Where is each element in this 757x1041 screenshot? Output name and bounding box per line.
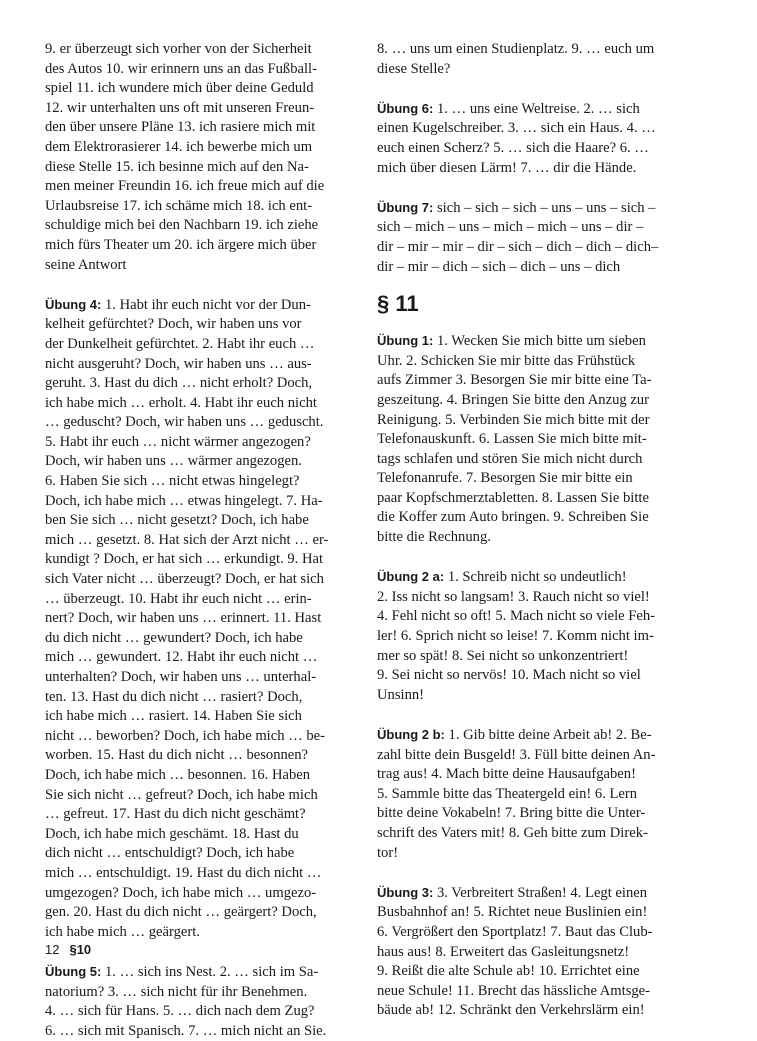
exercise-5 [45,962,359,1041]
exercise-4-label: Übung 4: [45,296,102,312]
section-11-exercise-2b [377,725,694,863]
exercise-4-text: 1. Habt ihr euch nicht vor der Dun- kelheit gefürchtet? Doch, wir haben uns vor der Dunkelheit gefürchtet. 2. Habt ihr euch … nicht ausgeruht? Doch, wir haben uns … aus- geruht. 3. Hast du dich … nicht erholt? Doch, ich habe mich … erholt. 4. Habt ihr euch nicht … geduscht? Doch, wir haben uns … geduscht. 5. Habt ihr euch … nicht wärmer angezogen? Doch, wir haben uns … wärmer angezogen. 6. Haben Sie sich … nicht etwas hingelegt? Doch, ich habe mich … etwas hingelegt. 7. Ha- ben Sie sich … nicht gesetzt? Doch, ich habe mich … gesetzt. 8. Hat sich der Arzt nicht … er- kundigt ? Doch, er hat sich … erkundigt. 9. Hat sich Vater nicht … überzeugt? Doch, er hat sich … überzeugt. 10. Habt ihr euch nicht … erin- nert? Doch, wir haben uns … erinnert. 11. Hast du dich nicht … gewundert? Doch, ich habe mich … gewundert. 12. Habt ihr euch nicht … unterhalten? Doch, wir haben uns … unterhal- ten. 13. Hast du dich nicht … rasiert? Doch, ich habe mich … rasiert. 14. Haben Sie sich nicht … beworben? Doch, ich habe mich … be- worben. 15. Hast du dich nicht … besonnen? Doch, ich habe mich … besonnen. 16. Haben Sie sich nicht … gefreut? Doch, ich habe mich … gefreut. 17. Hast du dich nicht geschämt? Doch, ich habe mich geschämt. 18. Hast du dich nicht … entschuldigt? Doch, ich habe mich … entschuldigt. 19. Hast du dich nicht … umgezogen? Doch, ich habe mich … umgezo- gen. 20. Hast du dich nicht … geärgert? Doch, ich habe mich … geärgert. [45,296,329,940]
section-11-exercise-1-label: Übung 1: [377,333,434,349]
page-footer [45,942,91,957]
section-11-exercise-2a [377,567,694,705]
exercise-6 [377,99,694,178]
section-11-exercise-1 [377,331,694,548]
section-title: § 11 [377,291,419,317]
exercise-4 [45,295,359,943]
exercise-6-label: Übung 6: [377,100,434,116]
exercise-5-continued: 8. … uns um einen Studienplatz. 9. … euch um diese Stelle? [377,41,655,77]
exercise-7-text: sich – sich – sich – uns – uns – sich – sich – mich – uns – mich – mich – uns – dir – dir – mir – mir – dir – sich – dich – dich – dich– dir – mir – dich – sich – dich – uns – dich [377,199,659,275]
exercise-5-text: 1. … sich ins Nest. 2. … sich im Sa- natorium? 3. … sich nicht für ihr Benehmen. 4. … sich für Hans. 5. … dich nach dem Zug? 6. … sich mit Spanisch. 7. … mich nicht an Sie. [45,963,327,1039]
footer-section: §10 [69,942,92,957]
left-column [45,40,359,1041]
section-11-exercise-2a-label: Übung 2 a: [377,569,445,585]
section-11-exercise-3 [377,883,694,1021]
exercise-7 [377,198,694,277]
section-11-exercise-3-label: Übung 3: [377,884,434,900]
answers-continued-paragraph: 9. er überzeugt sich vorher von der Sicherheit des Autos 10. wir erinnern uns an das Fußball- spiel 11. ich wundere mich über deine Geduld 12. wir unterhalten uns oft mit unseren Freun- den über unsere Pläne 13. ich rasiere mich mit dem Elektrorasierer 14. ich bewerbe mich um diese Stelle 15. ich besinne mich auf den Na- men meiner Freundin 16. ich freue mich auf die Urlaubsreise 17. ich schäme mich 18. ich ent- schuldige mich bei den Nachbarn 19. ich ziehe mich fürs Theater um 20. ich ärgere mich über seine Antwort [45,41,325,273]
page-number: 12 [45,942,60,957]
section-11-exercise-2a-text: 1. Schreib nicht so undeutlich! 2. Iss nicht so langsam! 3. Rauch nicht so viel! 4. Fehl nicht so oft! 5. Mach nicht so viele Feh- ler! 6. Sprich nicht so leise! 7. Komm nicht im- mer so spät! 8. Sei nicht so unkonzentriert! 9. Sei nicht so nervös! 10. Mach nicht so viel Unsinn! [377,569,656,703]
section-11-exercise-2b-label: Übung 2 b: [377,727,445,742]
section-11-exercise-1-text: 1. Wecken Sie mich bitte um sieben Uhr. 2. Schicken Sie mir bitte das Frühstück aufs Zimmer 3. Besorgen Sie mir bitte eine Ta- geszeitung. 4. Bringen Sie bitte den Anzug zur Reinigung. 5. Verbinden Sie mich bitte mit der Telefonauskunft. 6. Lassen Sie mich bitte mit- tags schlafen und stören Sie mich nicht durch Telefonanrufe. 7. Besorgen Sie mir bitte ein paar Kopfschmerztabletten. 8. Lassen Sie bitte die Koffer zum Auto bringen. 9. Schreiben Sie bitte die Rechnung. [377,333,652,546]
exercise-7-label: Übung 7: [377,199,434,215]
exercise-6-text: 1. … uns eine Weltreise. 2. … sich einen Kugelschreiber. 3. … sich ein Haus. 4. … euch einen Scherz? 5. … sich die Haare? 6. … mich über diesen Lärm! 7. … dir die Hände. [377,100,656,176]
section-11-exercise-3-text: 3. Verbreitert Straßen! 4. Legt einen Busbahnhof an! 5. Richtet neue Buslinien ein! 6. Vergrößert den Sportplatz! 7. Baut das Club- haus aus! 8. Erweitert das Gasleitungsnetz! 9. Reißt die alte Schule ab! 10. Errichtet eine neue Schule! 11. Brecht das hässliche Amtsge- bäude ab! 12. Schränkt den Verkehrslärm ein! [377,884,653,1019]
exercise-5-label: Übung 5: [45,963,102,979]
section-11-exercise-2b-text: 1. Gib bitte deine Arbeit ab! 2. Be- zahl bitte dein Busgeld! 3. Füll bitte deinen An- trag aus! 4. Mach bitte deine Hausaufgaben! 5. Sammle bitte das Theatergeld ein! 6. Lern bitte deine Vokabeln! 7. Bring bitte die Unter- schrift des Vaters mit! 8. Geh bitte zum Direk- tor! [377,727,656,861]
right-column [377,40,694,1021]
